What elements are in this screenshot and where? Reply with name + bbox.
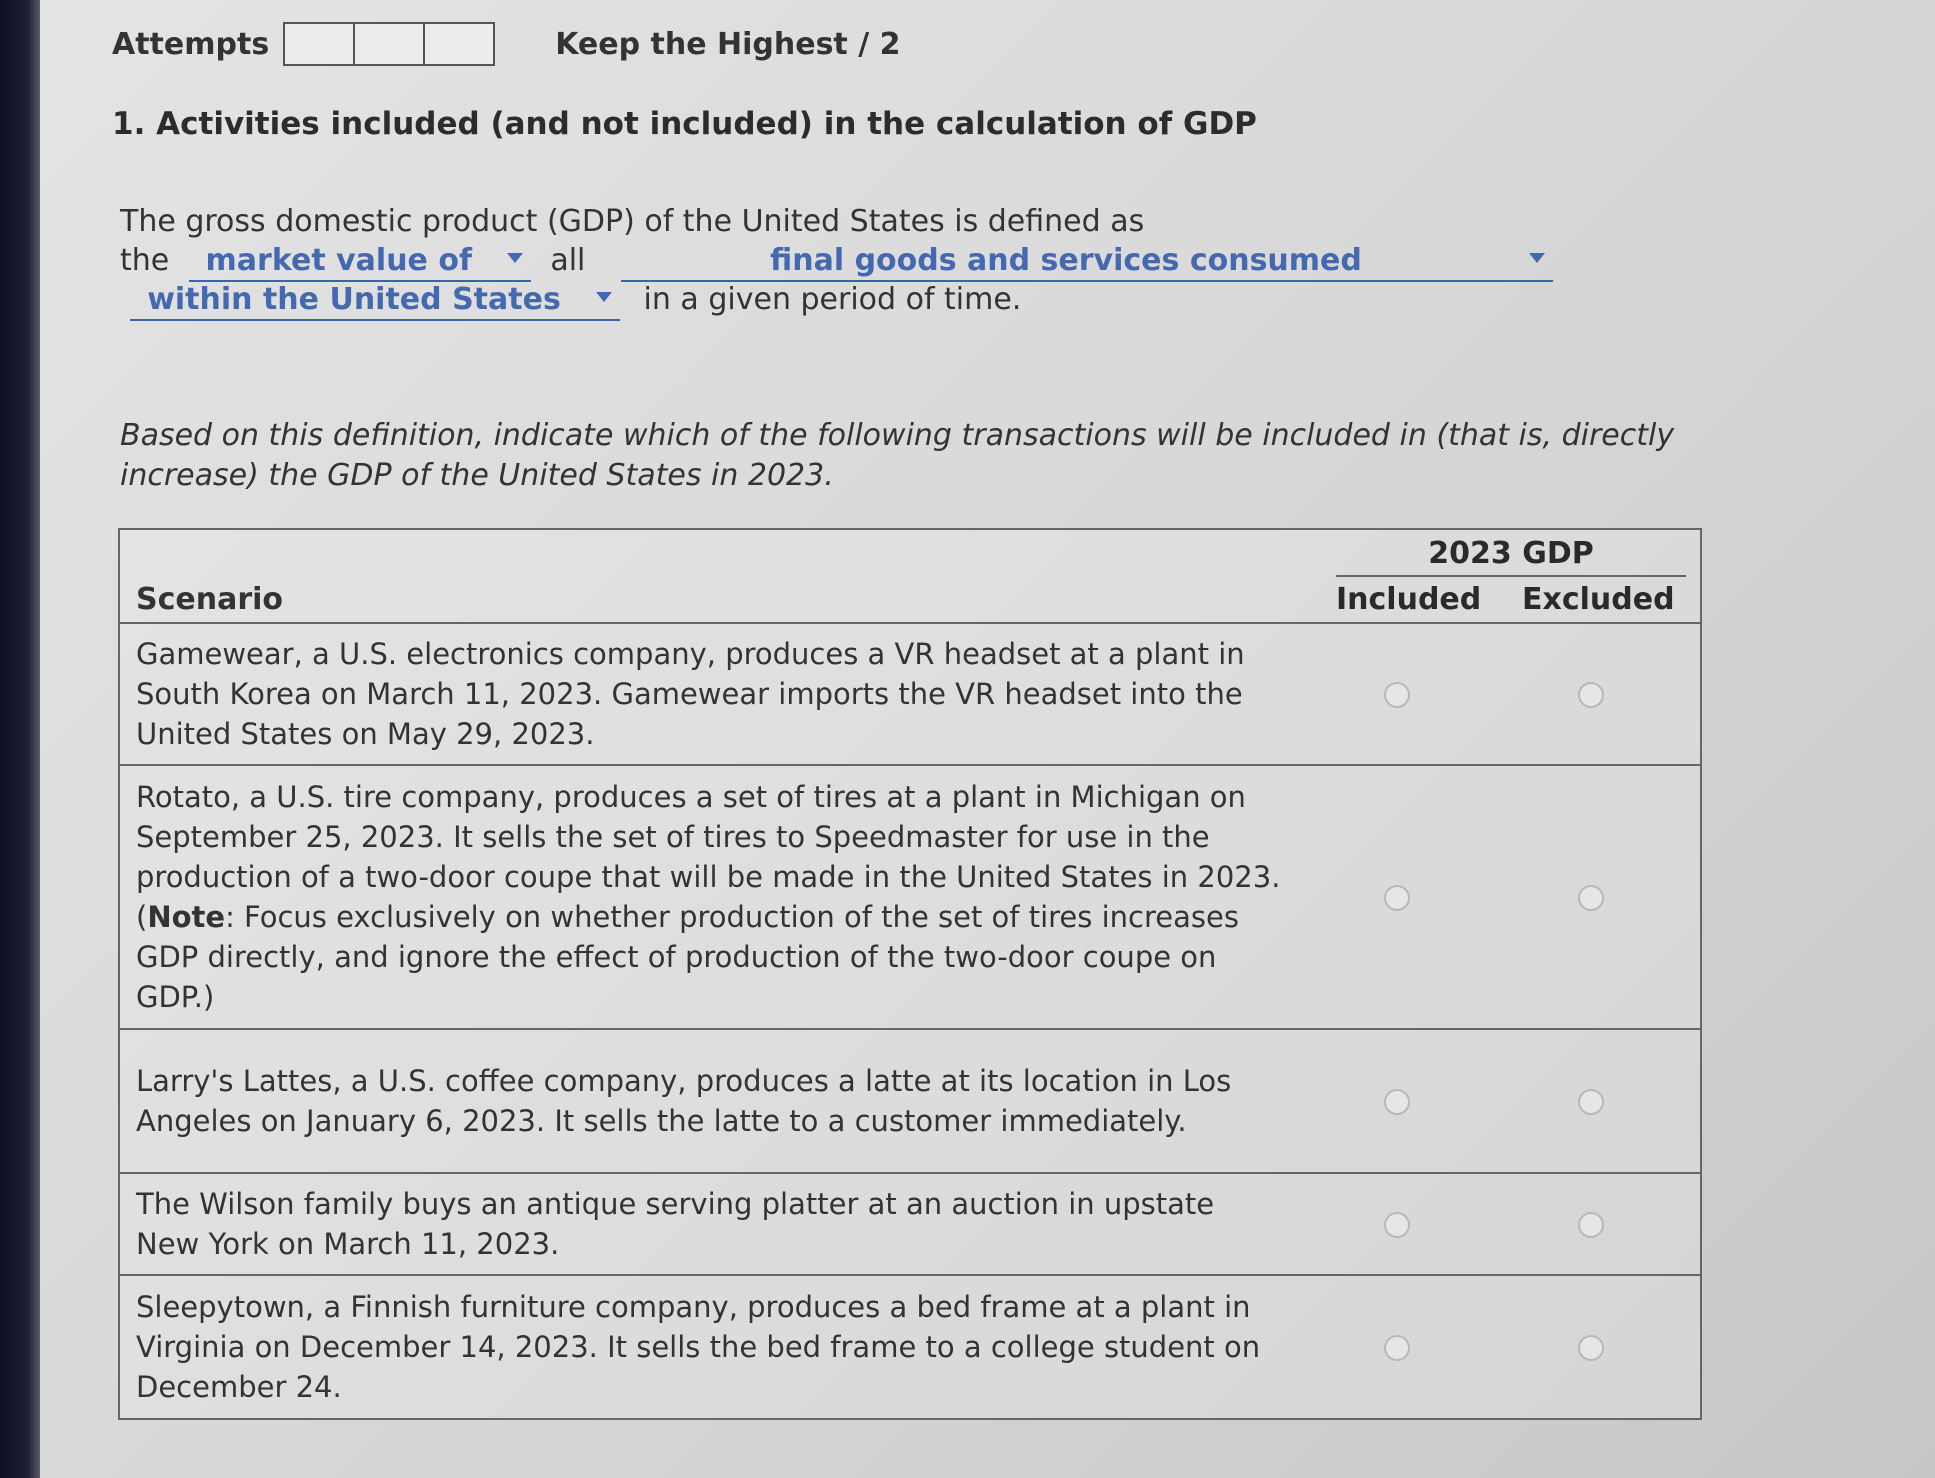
- location-selected: within the United States: [147, 282, 561, 317]
- chevron-down-icon: [596, 292, 612, 302]
- excluded-header: Excluded: [1522, 582, 1675, 617]
- market-value-dropdown[interactable]: [189, 241, 531, 282]
- scenario-text: Gamewear, a U.S. electronics company, produces a VR headset at a plant in South Korea on March 11, 2023. Gamewear imports the VR headset into the United States on May 29, 2023.: [136, 637, 1245, 751]
- monitor-bezel: [0, 0, 40, 1478]
- included-radio[interactable]: [1384, 1335, 1410, 1361]
- table-header: [120, 530, 1700, 624]
- attempts-row: [112, 22, 901, 66]
- attempt-box-1: [285, 24, 355, 64]
- included-radio[interactable]: [1384, 1089, 1410, 1115]
- excluded-radio[interactable]: [1578, 1212, 1604, 1238]
- excluded-radio[interactable]: [1578, 885, 1604, 911]
- keep-highest-label: Keep the Highest / 2: [555, 26, 901, 62]
- excluded-radio[interactable]: [1578, 1335, 1604, 1361]
- definition-middle: all: [550, 243, 586, 278]
- note-label: Note: [147, 900, 226, 934]
- scenario-header: Scenario: [136, 582, 284, 617]
- definition-suffix: in a given period of time.: [643, 282, 1022, 317]
- attempt-box-2: [355, 24, 425, 64]
- included-radio[interactable]: [1384, 885, 1410, 911]
- attempt-boxes: [283, 22, 495, 66]
- table-row: [120, 766, 1700, 1030]
- table-row: [120, 624, 1700, 766]
- table-row: [120, 1174, 1700, 1276]
- instructions: Based on this definition, indicate which of the following transactions will be included in (that is, directly increase) the GDP of the United States in 2023.: [120, 418, 1675, 493]
- chevron-down-icon: [1529, 253, 1545, 263]
- attempts-label: Attempts: [112, 26, 270, 62]
- scenario-text: [120, 769, 1302, 1025]
- scenario-text: The Wilson family buys an antique serving platter at an auction in upstate New York on March 11, 2023.: [136, 1187, 1215, 1261]
- definition-line-3: [120, 280, 1553, 319]
- market-value-selected: market value of: [205, 243, 473, 278]
- definition-intro: The gross domestic product (GDP) of the United States is defined as: [120, 204, 1145, 239]
- included-radio[interactable]: [1384, 682, 1410, 708]
- gdp-year-header: 2023 GDP: [1336, 536, 1686, 577]
- gdp-definition: [120, 202, 1553, 319]
- table-row: [120, 1030, 1700, 1174]
- scenario-text: Larry's Lattes, a U.S. coffee company, produces a latte at its location in Los Angeles on January 6, 2023. It sells the latte to a customer immediately.: [136, 1064, 1232, 1138]
- page-content: [40, 0, 1935, 1478]
- definition-prefix: the: [120, 243, 170, 278]
- table-row: [120, 1276, 1700, 1418]
- scenario-text-part: : Focus exclusively on whether production of the set of tires increases GDP directly, and ignore the effect of production of the two-door coupe on GDP.): [136, 900, 1239, 1014]
- attempt-box-3: [425, 24, 493, 64]
- goods-services-selected: final goods and services consumed: [770, 243, 1362, 278]
- included-radio[interactable]: [1384, 1212, 1410, 1238]
- goods-services-dropdown[interactable]: [621, 241, 1553, 282]
- definition-line-1: [120, 202, 1553, 241]
- question-title: 1. Activities included (and not included) in the calculation of GDP: [112, 106, 1257, 142]
- excluded-radio[interactable]: [1578, 1089, 1604, 1115]
- gdp-scenario-table: [118, 528, 1702, 1420]
- location-dropdown[interactable]: [130, 280, 620, 321]
- included-header: Included: [1336, 582, 1482, 617]
- scenario-text: Sleepytown, a Finnish furniture company, produces a bed frame at a plant in Virginia on December 14, 2023. It sells the bed frame to a college student on December 24.: [136, 1290, 1261, 1404]
- chevron-down-icon: [507, 253, 523, 263]
- scenario-text-part: Rotato, a U.S. tire company, produces a set of tires at a plant in Michigan on September 25, 2023. It sells the set of tires to Speedmaster for use in the production of a two-door coupe that will be made in the United States in 2023. (: [136, 780, 1281, 934]
- excluded-radio[interactable]: [1578, 682, 1604, 708]
- definition-line-2: [120, 241, 1553, 280]
